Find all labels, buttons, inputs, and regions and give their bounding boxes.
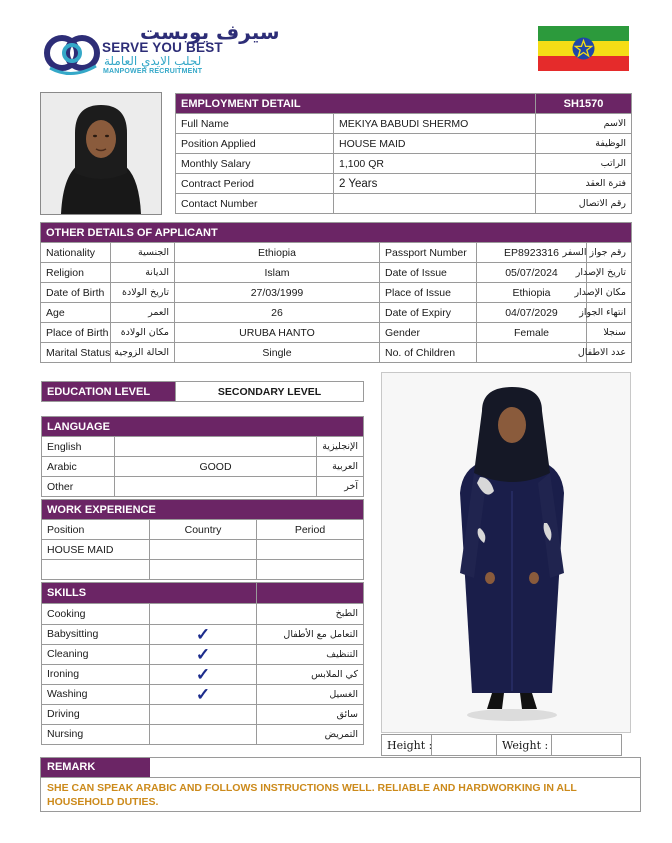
- skill-check-mark: ✓: [150, 664, 257, 684]
- field-label: Religion: [41, 263, 111, 283]
- field-arabic-label: الحالة الزوجية: [111, 343, 175, 363]
- field-label: Nationality: [41, 243, 111, 263]
- skill-arabic-label: الطبخ: [257, 604, 364, 625]
- field-value: Ethiopia: [477, 283, 587, 303]
- field-label: Date of Expiry: [380, 303, 477, 323]
- row-arabic-label: الاسم: [536, 114, 632, 134]
- skill-row: [42, 724, 364, 744]
- skill-check-mark: [150, 704, 257, 724]
- height-label: Height :: [382, 735, 432, 756]
- logo-arabic-text: سيرف يوبست: [140, 20, 280, 44]
- row-value: MEKIYA BABUDI SHERMO: [334, 114, 536, 134]
- other-details-row: [41, 243, 632, 263]
- language-arabic-label: آخر: [317, 477, 364, 497]
- field-arabic-label: الديانة: [111, 263, 175, 283]
- employment-row-salary: [176, 154, 632, 174]
- field-value: EP8923316: [477, 243, 587, 263]
- field-value: 04/07/2029: [477, 303, 587, 323]
- language-row: [42, 457, 364, 477]
- row-label: Full Name: [176, 114, 334, 134]
- field-label: Date of Issue: [380, 263, 477, 283]
- other-details-table: [40, 222, 632, 363]
- education-level-value: SECONDARY LEVEL: [176, 382, 364, 402]
- row-arabic-label: رقم الاتصال: [536, 194, 632, 214]
- skills-table: [41, 582, 364, 745]
- skill-label: Washing: [42, 684, 150, 704]
- applicant-portrait-photo: [40, 92, 162, 215]
- field-value: 26: [175, 303, 380, 323]
- row-label: Monthly Salary: [176, 154, 334, 174]
- row-value: 1,100 QR: [334, 154, 536, 174]
- company-logo-icon: [44, 28, 102, 78]
- skill-check-mark: [150, 724, 257, 744]
- remark-title-filler: [150, 758, 640, 777]
- field-value: Ethiopia: [175, 243, 380, 263]
- field-arabic-label: عدد الاطفال: [587, 343, 632, 363]
- work-row: [42, 560, 364, 580]
- skill-row: [42, 624, 364, 644]
- reference-number: SH1570: [536, 94, 632, 114]
- column-header-position: Position: [42, 520, 150, 540]
- field-arabic-label: تاريخ الإصدار: [587, 263, 632, 283]
- logo-english-subtext: MANPOWER RECRUITMENT: [103, 68, 203, 75]
- skill-arabic-label: التنظيف: [257, 644, 364, 664]
- field-value: Islam: [175, 263, 380, 283]
- logo-english-text: SERVE YOU BEST: [102, 40, 223, 55]
- field-value: Single: [175, 343, 380, 363]
- field-arabic-label: سنجلا: [587, 323, 632, 343]
- other-details-row: [41, 323, 632, 343]
- other-details-row: [41, 283, 632, 303]
- employment-row-contract: [176, 174, 632, 194]
- skill-row: [42, 644, 364, 664]
- work-country: [150, 560, 257, 580]
- field-value: Female: [477, 323, 587, 343]
- language-row: [42, 437, 364, 457]
- height-weight-table: [381, 734, 622, 756]
- education-level-table: [41, 381, 364, 402]
- field-arabic-label: رقم جواز السفر: [587, 243, 632, 263]
- language-label: Other: [42, 477, 115, 497]
- skill-row: [42, 684, 364, 704]
- work-position: [42, 560, 150, 580]
- work-header-row: [42, 520, 364, 540]
- skill-arabic-label: الغسيل: [257, 684, 364, 704]
- work-country: [150, 540, 257, 560]
- skills-title: SKILLS: [42, 583, 257, 604]
- column-header-country: Country: [150, 520, 257, 540]
- skill-check-mark: ✓: [150, 644, 257, 664]
- education-level-label: EDUCATION LEVEL: [42, 382, 176, 402]
- work-period: [257, 560, 364, 580]
- remark-section: [40, 757, 641, 812]
- height-value: [432, 735, 497, 756]
- work-experience-table: [41, 499, 364, 580]
- skill-arabic-label: كي الملابس: [257, 664, 364, 684]
- row-label: Contract Period: [176, 174, 334, 194]
- column-header-period: Period: [257, 520, 364, 540]
- field-label: Age: [41, 303, 111, 323]
- row-value: HOUSE MAID: [334, 134, 536, 154]
- field-arabic-label: مكان الولادة: [111, 323, 175, 343]
- language-title: LANGUAGE: [42, 417, 364, 437]
- field-value: [477, 343, 587, 363]
- weight-value: [552, 735, 622, 756]
- language-level: [115, 437, 317, 457]
- field-label: Place of Issue: [380, 283, 477, 303]
- applicant-full-body-photo: [381, 372, 631, 733]
- row-label: Position Applied: [176, 134, 334, 154]
- skill-arabic-label: التعامل مع الأطفال: [257, 624, 364, 644]
- work-row: [42, 540, 364, 560]
- skill-row: [42, 704, 364, 724]
- work-period: [257, 540, 364, 560]
- skill-label: Nursing: [42, 724, 150, 744]
- skill-row: [42, 664, 364, 684]
- field-arabic-label: العمر: [111, 303, 175, 323]
- language-label: English: [42, 437, 115, 457]
- skills-title-filler: [257, 583, 364, 604]
- skill-label: Driving: [42, 704, 150, 724]
- row-arabic-label: فترة العقد: [536, 174, 632, 194]
- field-label: Marital Status: [41, 343, 111, 363]
- skill-label: Cleaning: [42, 644, 150, 664]
- other-details-row: [41, 303, 632, 323]
- field-label: Gender: [380, 323, 477, 343]
- remark-text: SHE CAN SPEAK ARABIC AND FOLLOWS INSTRUCTIONS WELL. RELIABLE AND HARDWORKING IN ALL HOUSEHOLD DUTIES.: [47, 782, 577, 808]
- field-label: Passport Number: [380, 243, 477, 263]
- field-value: 05/07/2024: [477, 263, 587, 283]
- other-details-title: OTHER DETAILS OF APPLICANT: [41, 223, 632, 243]
- language-level: GOOD: [115, 457, 317, 477]
- field-arabic-label: الجنسية: [111, 243, 175, 263]
- field-label: Date of Birth: [41, 283, 111, 303]
- language-level: [115, 477, 317, 497]
- field-value: URUBA HANTO: [175, 323, 380, 343]
- remark-title-bar: [41, 758, 640, 778]
- logo-arabic-subtext: لجلب الايدي العاملة: [104, 54, 202, 68]
- row-value: 2 Years: [334, 174, 536, 194]
- row-label: Contact Number: [176, 194, 334, 214]
- employment-detail-table: [175, 93, 632, 214]
- employment-detail-title: EMPLOYMENT DETAIL: [176, 94, 536, 114]
- work-experience-title: WORK EXPERIENCE: [42, 500, 364, 520]
- employment-row-contact: [176, 194, 632, 214]
- field-arabic-label: انتهاء الجواز: [587, 303, 632, 323]
- row-value: [334, 194, 536, 214]
- other-details-row: [41, 263, 632, 283]
- field-value: 27/03/1999: [175, 283, 380, 303]
- ethiopia-flag-icon: [538, 26, 629, 71]
- language-row: [42, 477, 364, 497]
- language-table: [41, 416, 364, 497]
- skill-arabic-label: التمريض: [257, 724, 364, 744]
- skill-label: Cooking: [42, 604, 150, 625]
- weight-label: Weight :: [497, 735, 552, 756]
- remark-title: REMARK: [41, 758, 150, 777]
- field-arabic-label: مكان الإصدار: [587, 283, 632, 303]
- other-details-row: [41, 343, 632, 363]
- field-label: No. of Children: [380, 343, 477, 363]
- skill-row: [42, 604, 364, 625]
- skill-check-mark: ✓: [150, 684, 257, 704]
- language-label: Arabic: [42, 457, 115, 477]
- skill-label: Ironing: [42, 664, 150, 684]
- employment-row-full-name: [176, 114, 632, 134]
- skill-arabic-label: سائق: [257, 704, 364, 724]
- skill-label: Babysitting: [42, 624, 150, 644]
- employment-row-position: [176, 134, 632, 154]
- row-arabic-label: الراتب: [536, 154, 632, 174]
- language-arabic-label: العربية: [317, 457, 364, 477]
- work-position: HOUSE MAID: [42, 540, 150, 560]
- skill-check-mark: [150, 604, 257, 625]
- language-arabic-label: الإنجليزية: [317, 437, 364, 457]
- field-label: Place of Birth: [41, 323, 111, 343]
- field-arabic-label: تاريخ الولادة: [111, 283, 175, 303]
- skill-check-mark: ✓: [150, 624, 257, 644]
- row-arabic-label: الوظيفة: [536, 134, 632, 154]
